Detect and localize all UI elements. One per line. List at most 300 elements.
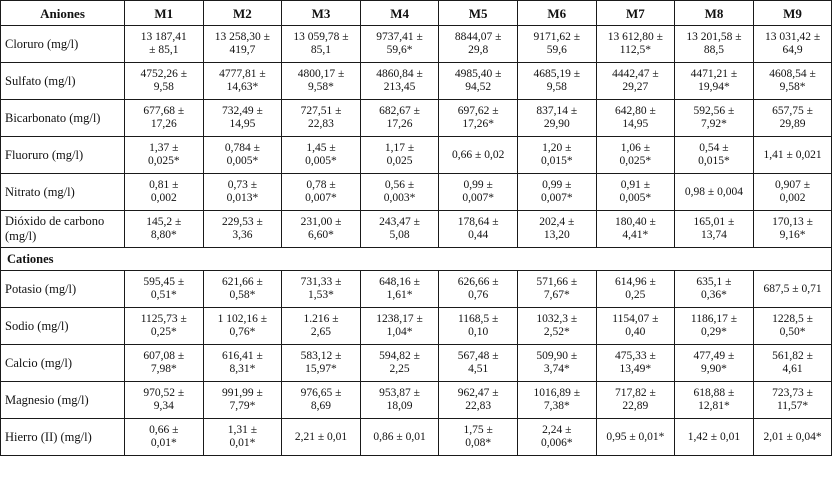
table-cell: [753, 211, 832, 248]
table-cell: [360, 100, 439, 137]
header-m4: M4: [360, 1, 439, 26]
cell-deviation: 5,08: [389, 229, 410, 241]
table-cell: [596, 345, 675, 382]
cell-value: 4685,19 ±: [533, 68, 581, 80]
cell-value: 616,41 ±: [221, 350, 263, 362]
table-cell: [439, 382, 518, 419]
table-cell: [596, 211, 675, 248]
table-cell: [753, 308, 832, 345]
table-cell: [203, 419, 282, 456]
cell-value: 1125,73 ±: [140, 313, 187, 325]
cell-deviation: 0,015*: [698, 155, 730, 167]
table-cell: [203, 271, 282, 308]
cell-deviation: 85,1: [310, 44, 332, 56]
table-cell: [596, 137, 675, 174]
table-cell: [517, 419, 596, 456]
cation-section: [1, 248, 832, 271]
cell-deviation: 19,94*: [698, 81, 730, 93]
table-cell: [753, 271, 832, 308]
table-cell: [282, 308, 361, 345]
table-cell: [203, 382, 282, 419]
cell-value: 243,47 ±: [379, 216, 420, 228]
cell-deviation: 112,5*: [619, 44, 651, 56]
cell-deviation: 0,002: [150, 192, 177, 204]
cell-deviation: 9,90*: [701, 363, 727, 375]
cell-value: 0,56 ±: [384, 179, 415, 191]
table-cell: [596, 100, 675, 137]
anion-rows: [1, 26, 832, 248]
table-cell: [675, 211, 754, 248]
cell-deviation: 2,65: [310, 326, 332, 338]
table-cell: [596, 419, 675, 456]
cell-value: 1,06 ±: [620, 142, 651, 154]
cell-value: 648,16 ±: [379, 276, 420, 288]
row-label: Sodio (mg/l): [1, 308, 125, 345]
cell-value: 677,68 ±: [143, 105, 185, 117]
row-label: Hierro (II) (mg/l): [1, 419, 125, 456]
table-cell: [203, 100, 282, 137]
header-m9: M9: [753, 1, 832, 26]
cell-deviation: 0,007*: [305, 192, 337, 204]
cell-value: 561,82 ±: [772, 350, 813, 362]
table-row: [1, 137, 832, 174]
cell-value: 0,66 ± 0,02: [452, 148, 505, 161]
cell-value: 567,48 ±: [457, 350, 499, 362]
table-cell: [675, 63, 754, 100]
cell-value: 1,42 ± 0,01: [687, 430, 741, 443]
cell-value: 687,5 ± 0,71: [763, 282, 822, 295]
cell-value: 0,95 ± 0,01*: [606, 430, 665, 443]
table-cell: [439, 26, 518, 63]
table-row: [1, 174, 832, 211]
cell-value: 0,784 ±: [224, 142, 260, 154]
cell-deviation: 0,29*: [701, 326, 727, 338]
cell-value: 970,52 ±: [143, 387, 185, 399]
table-cell: [439, 419, 518, 456]
cell-value: 13 187,41: [140, 31, 187, 43]
table-cell: [439, 174, 518, 211]
cell-value: 1186,17 ±: [690, 313, 738, 325]
cell-deviation: 9,58*: [308, 81, 334, 93]
cell-value: 4471,21 ±: [690, 68, 738, 80]
cell-value: 13 059,78 ±: [293, 31, 349, 43]
table-row: [1, 100, 832, 137]
cell-deviation: 0,10: [468, 326, 489, 338]
cell-value: 2,01 ± 0,04*: [763, 430, 822, 443]
table-cell: [675, 345, 754, 382]
cell-value: 626,66 ±: [457, 276, 499, 288]
table-row: [1, 63, 832, 100]
header-m8: M8: [675, 1, 754, 26]
cell-deviation: 17,26*: [462, 118, 494, 130]
table-cell: [282, 211, 361, 248]
cell-value: 727,51 ±: [300, 105, 342, 117]
cell-deviation: 88,5: [703, 44, 725, 56]
table-cell: [282, 419, 361, 456]
cell-value: 607,08 ±: [143, 350, 185, 362]
cell-value: 475,33 ±: [614, 350, 656, 362]
row-label: Calcio (mg/l): [1, 345, 125, 382]
cell-deviation: 0,36*: [701, 289, 727, 301]
cell-deviation: 9,58: [546, 81, 567, 93]
cell-value: 635,1 ±: [696, 276, 732, 288]
table-cell: [753, 174, 832, 211]
cell-deviation: 12,81*: [698, 400, 730, 412]
cell-deviation: 18,09: [386, 400, 413, 412]
cell-deviation: 4,51: [468, 363, 489, 375]
table-cell: [203, 63, 282, 100]
table-cell: [517, 345, 596, 382]
table-cell: [439, 345, 518, 382]
cell-deviation: 0,002: [779, 192, 806, 204]
table-cell: [675, 382, 754, 419]
table-cell: [282, 26, 361, 63]
cell-value: 592,56 ±: [693, 105, 735, 117]
row-label: Dióxido de carbono (mg/l): [1, 211, 125, 248]
cell-deviation: 0,40: [625, 326, 646, 338]
cell-value: 202,4 ±: [539, 216, 575, 228]
table-cell: [753, 63, 832, 100]
cell-value: 583,12 ±: [300, 350, 342, 362]
cell-value: 1,75 ±: [463, 424, 493, 436]
cell-value: 0,81 ±: [149, 179, 179, 191]
table-cell: [517, 211, 596, 248]
table-cell: [203, 308, 282, 345]
cell-value: 13 612,80 ±: [607, 31, 663, 43]
cell-deviation: 0,013*: [226, 192, 259, 204]
cell-deviation: 213,45: [383, 81, 416, 93]
cell-value: 4800,17 ±: [297, 68, 345, 80]
cell-value: 682,67 ±: [379, 105, 420, 117]
table-cell: [203, 26, 282, 63]
cell-value: 614,96 ±: [614, 276, 656, 288]
table-cell: [282, 137, 361, 174]
cell-value: 4442,47 ±: [612, 68, 659, 80]
table-cell: [125, 271, 204, 308]
cell-deviation: 0,007*: [540, 192, 573, 204]
cation-rows: [1, 271, 832, 456]
cell-deviation: 9,16*: [779, 229, 806, 241]
table-cell: [517, 382, 596, 419]
table-cell: [125, 419, 204, 456]
cell-value: 1.216 ±: [303, 313, 339, 325]
table-cell: [439, 308, 518, 345]
cell-value: 717,82 ±: [614, 387, 656, 399]
cell-value: 731,33 ±: [300, 276, 342, 288]
cell-value: 1238,17 ±: [376, 313, 423, 325]
cell-value: 180,40 ±: [614, 216, 656, 228]
table-row: [1, 308, 832, 345]
table-cell: [203, 345, 282, 382]
table-cell: [675, 271, 754, 308]
row-label: Fluoruro (mg/l): [1, 137, 125, 174]
cell-deviation: 59,6*: [386, 44, 413, 56]
table-row: [1, 419, 832, 456]
cell-value: 0,78 ±: [306, 179, 336, 191]
table-cell: [517, 63, 596, 100]
cell-value: 9737,41 ±: [376, 31, 423, 43]
cell-value: 1,31 ±: [227, 424, 258, 436]
table-cell: [125, 308, 204, 345]
cell-value: 657,75 ±: [772, 105, 813, 117]
table-cell: [282, 63, 361, 100]
table-cell: [282, 271, 361, 308]
table-cell: [675, 308, 754, 345]
cell-deviation: 0,76*: [229, 326, 256, 338]
cell-value: 0,907 ±: [775, 179, 811, 191]
table-cell: [675, 100, 754, 137]
cell-deviation: 1,53*: [308, 289, 334, 301]
table-cell: [596, 63, 675, 100]
cell-deviation: 15,97*: [305, 363, 337, 375]
cell-value: 9171,62 ±: [533, 31, 581, 43]
table-cell: [753, 419, 832, 456]
table-row: [1, 271, 832, 308]
cell-value: 1,37 ±: [149, 142, 179, 154]
table-cell: [517, 26, 596, 63]
cell-value: 571,66 ±: [536, 276, 578, 288]
table-cell: [203, 137, 282, 174]
cell-value: 837,14 ±: [536, 105, 578, 117]
cell-value: 0,54 ±: [699, 142, 729, 154]
cell-deviation: 7,79*: [229, 400, 256, 412]
table-cell: [125, 137, 204, 174]
table-row: [1, 345, 832, 382]
cell-deviation: 13,74: [701, 229, 727, 241]
cell-value: 642,80 ±: [614, 105, 656, 117]
row-label: Sulfato (mg/l): [1, 63, 125, 100]
cell-value: 0,91 ±: [620, 179, 651, 191]
cell-deviation: 8,69: [310, 400, 332, 412]
cell-deviation: 0,58*: [229, 289, 256, 301]
cell-value: 4985,40 ±: [454, 68, 502, 80]
cell-deviation: 9,34: [153, 400, 174, 412]
cell-deviation: 0,51*: [150, 289, 177, 301]
cell-value: 145,2 ±: [146, 216, 182, 228]
table-cell: [439, 211, 518, 248]
cell-value: 0,99 ±: [542, 179, 572, 191]
cell-deviation: 9,58*: [779, 81, 806, 93]
cell-value: 4860,84 ±: [376, 68, 423, 80]
table-cell: [360, 211, 439, 248]
cell-deviation: 22,89: [622, 400, 649, 412]
table-cell: [125, 174, 204, 211]
table-cell: [517, 100, 596, 137]
table-cell: [360, 174, 439, 211]
row-label: Potasio (mg/l): [1, 271, 125, 308]
cell-value: 8844,07 ±: [454, 31, 502, 43]
table-cell: [517, 271, 596, 308]
cell-value: 991,99 ±: [221, 387, 263, 399]
table-cell: [360, 345, 439, 382]
cell-value: 953,87 ±: [379, 387, 420, 399]
cell-deviation: 1,04*: [386, 326, 413, 338]
cell-deviation: 17,26: [386, 118, 413, 130]
cell-deviation: 64,9: [782, 44, 803, 56]
cell-deviation: 29,27: [622, 81, 649, 93]
cell-value: 4777,81 ±: [219, 68, 266, 80]
cell-value: 509,90 ±: [536, 350, 578, 362]
cell-deviation: 3,36: [232, 229, 253, 241]
cell-deviation: 14,63*: [226, 81, 259, 93]
cell-value: 1,41 ± 0,021: [763, 148, 822, 161]
table-cell: [596, 174, 675, 211]
cell-deviation: 0,08*: [465, 437, 492, 449]
cell-value: 0,99 ±: [463, 179, 493, 191]
cell-deviation: 17,26: [150, 118, 177, 130]
cell-deviation: 14,95: [229, 118, 256, 130]
table-cell: [753, 345, 832, 382]
table-cell: [360, 419, 439, 456]
table-cell: [282, 174, 361, 211]
table-cell: [439, 271, 518, 308]
cell-deviation: 13,49*: [619, 363, 652, 375]
cell-value: 0,98 ± 0,004: [684, 185, 743, 198]
table-cell: [596, 271, 675, 308]
cell-deviation: 8,80*: [150, 229, 177, 241]
header-m2: M2: [203, 1, 282, 26]
cell-deviation: 0,025: [386, 155, 413, 167]
table-cell: [439, 137, 518, 174]
cell-deviation: 9,58: [153, 81, 174, 93]
cell-deviation: 1,61*: [386, 289, 413, 301]
cell-deviation: 2,52*: [543, 326, 570, 338]
cell-value: 4752,26 ±: [140, 68, 188, 80]
cell-deviation: 22,83: [465, 400, 492, 412]
cell-value: 229,53 ±: [221, 216, 263, 228]
header-m6: M6: [517, 1, 596, 26]
cell-deviation: 11,57*: [776, 400, 809, 412]
cell-deviation: 0,025*: [619, 155, 652, 167]
section-row-cationes: [1, 248, 832, 271]
cell-value: 4608,54 ±: [769, 68, 816, 80]
cell-value: 595,45 ±: [143, 276, 185, 288]
cell-value: 723,73 ±: [772, 387, 813, 399]
table-cell: [282, 382, 361, 419]
cell-value: 976,65 ±: [300, 387, 342, 399]
cell-value: 1 102,16 ±: [217, 313, 268, 325]
cell-value: 1168,5 ±: [457, 313, 499, 325]
header-m1: M1: [125, 1, 204, 26]
cell-value: 13 031,42 ±: [764, 31, 821, 43]
cell-value: 1154,07 ±: [612, 313, 659, 325]
cell-deviation: 7,98*: [150, 363, 177, 375]
cell-deviation: ± 85,1: [149, 44, 179, 56]
cell-value: 1,17 ±: [384, 142, 415, 154]
cell-deviation: 0,76: [468, 289, 489, 301]
cell-deviation: 0,01*: [229, 437, 256, 449]
cell-value: 594,82 ±: [379, 350, 420, 362]
table-cell: [753, 100, 832, 137]
table-cell: [125, 345, 204, 382]
row-label: Bicarbonato (mg/l): [1, 100, 125, 137]
cell-deviation: 0,015*: [540, 155, 573, 167]
cell-value: 1016,89 ±: [533, 387, 581, 399]
cell-value: 178,64 ±: [457, 216, 499, 228]
row-label: Nitrato (mg/l): [1, 174, 125, 211]
cell-deviation: 4,41*: [622, 229, 649, 241]
table-cell: [675, 137, 754, 174]
table-cell: [675, 26, 754, 63]
header-m5: M5: [439, 1, 518, 26]
cell-value: 962,47 ±: [457, 387, 499, 399]
table-cell: [203, 211, 282, 248]
cell-value: 170,13 ±: [772, 216, 813, 228]
cell-value: 231,00 ±: [300, 216, 342, 228]
cell-deviation: 14,95: [622, 118, 649, 130]
cell-value: 2,24 ±: [542, 424, 572, 436]
row-label: Magnesio (mg/l): [1, 382, 125, 419]
cell-deviation: 29,89: [779, 118, 806, 130]
table-cell: [753, 137, 832, 174]
cell-value: 13 258,30 ±: [214, 31, 270, 43]
cell-deviation: 22,83: [308, 118, 334, 130]
table-cell: [517, 137, 596, 174]
cell-value: 0,86 ± 0,01: [373, 430, 426, 443]
table-cell: [753, 382, 832, 419]
cell-deviation: 4,61: [782, 363, 803, 375]
cell-deviation: 0,005*: [619, 192, 652, 204]
table-cell: [282, 100, 361, 137]
cell-deviation: 0,01*: [150, 437, 177, 449]
table-cell: [517, 308, 596, 345]
cell-value: 732,49 ±: [221, 105, 263, 117]
table-cell: [360, 137, 439, 174]
table-cell: [675, 174, 754, 211]
cell-deviation: 0,005*: [305, 155, 337, 167]
cell-value: 1,20 ±: [542, 142, 572, 154]
cell-value: 697,62 ±: [457, 105, 499, 117]
table-row: [1, 26, 832, 63]
table-cell: [360, 308, 439, 345]
cell-value: 165,01 ±: [693, 216, 735, 228]
cell-value: 1032,3 ±: [536, 313, 578, 325]
table-cell: [596, 382, 675, 419]
header-m3: M3: [282, 1, 361, 26]
cell-deviation: 94,52: [465, 81, 492, 93]
table-cell: [517, 174, 596, 211]
table-cell: [282, 345, 361, 382]
cell-value: 618,88 ±: [693, 387, 735, 399]
cell-value: 1,45 ±: [306, 142, 336, 154]
header-row: [1, 1, 832, 26]
table-cell: [125, 211, 204, 248]
cell-value: 1228,5 ±: [772, 313, 813, 325]
section-title-cationes: Cationes: [1, 248, 832, 271]
cell-deviation: 13,20: [543, 229, 570, 241]
table-row: [1, 382, 832, 419]
cell-deviation: 0,25*: [150, 326, 177, 338]
table-cell: [753, 26, 832, 63]
cell-deviation: 8,31*: [229, 363, 256, 375]
cell-deviation: 7,92*: [701, 118, 727, 130]
cell-deviation: 59,6: [546, 44, 567, 56]
cell-deviation: 0,007*: [462, 192, 494, 204]
header-aniones: Aniones: [1, 1, 125, 26]
table-cell: [125, 63, 204, 100]
table-cell: [439, 63, 518, 100]
table-cell: [596, 308, 675, 345]
table-cell: [439, 100, 518, 137]
cell-deviation: 29,90: [543, 118, 570, 130]
cell-value: 477,49 ±: [693, 350, 735, 362]
cell-deviation: 29,8: [468, 44, 489, 56]
cell-deviation: 0,025*: [147, 155, 180, 167]
table-cell: [360, 63, 439, 100]
cell-value: 0,73 ±: [227, 179, 258, 191]
table-cell: [125, 382, 204, 419]
cell-value: 0,66 ±: [149, 424, 179, 436]
